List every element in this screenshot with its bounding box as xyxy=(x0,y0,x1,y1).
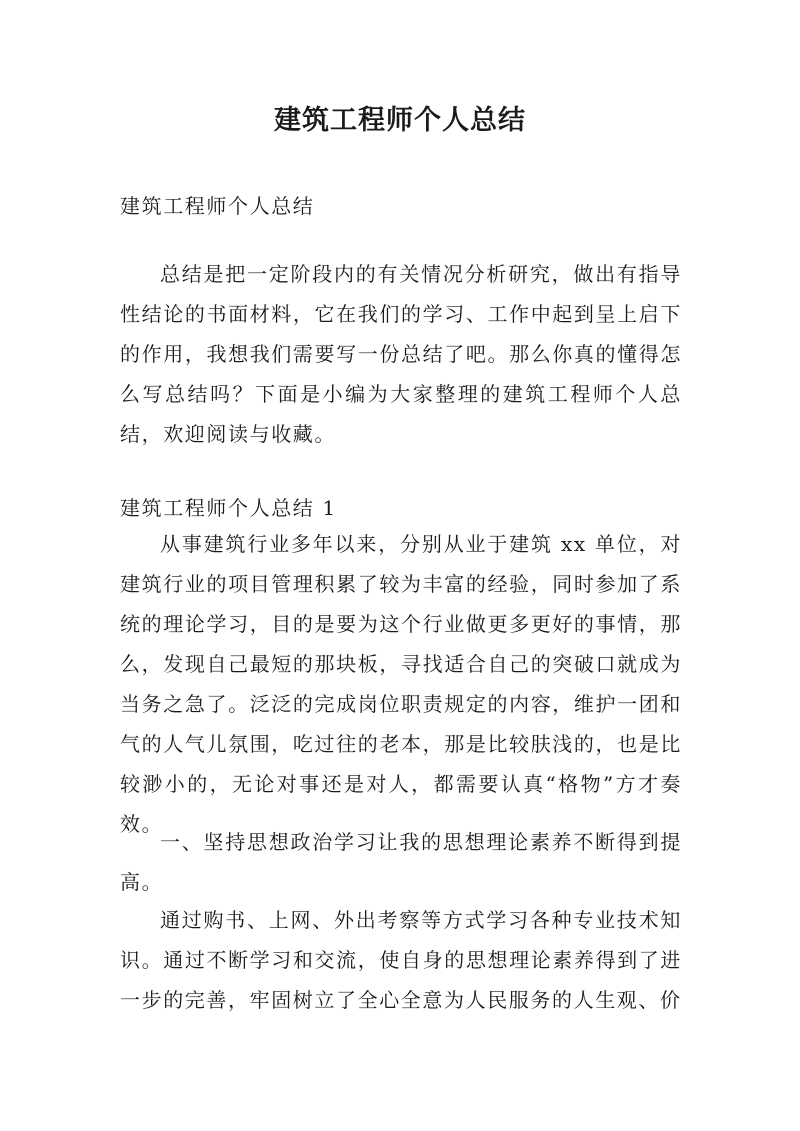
intro-paragraph: 总结是把一定阶段内的有关情况分析研究，做出有指导性结论的书面材料，它在我们的学习、工作中起到呈上启下的作用，我想我们需要写一份总结了吧。那么你真的懂得怎么写总结吗？下面是小编为大家整理的建筑工程师个人总结，欢迎阅读与收藏。 xyxy=(120,262,682,446)
body-paragraph: 通过购书、上网、外出考察等方式学习各种专业技术知识。通过不断学习和交流，使自身的思想理论素养得到了进一步的完善，牢固树立了全心全意为人民服务的人生观、价 xyxy=(120,908,682,1012)
document-title: 建筑工程师个人总结 xyxy=(274,105,526,136)
body-paragraph: 从事建筑行业多年以来，分别从业于建筑 xx 单位，对建筑行业的项目管理积累了较为丰富的经验，同时参加了系统的理论学习，目的是要为这个行业做更多更好的事情，那么，发现自己最短的那块板，寻找适合自己的突破口就成为当务之急了。泛泛的完成岗位职责规定的内容，维护一团和气的人气儿氛围，吃过往的老本，那是比较肤浅的，也是比较渺小的，无论对事还是对人，都需要认真“格物”方才奏效。 xyxy=(120,532,682,836)
section-heading: 建筑工程师个人总结 1 xyxy=(120,496,337,520)
document-subtitle: 建筑工程师个人总结 xyxy=(120,194,315,218)
body-paragraph: 一、坚持思想政治学习让我的思想理论素养不断得到提高。 xyxy=(120,830,682,894)
